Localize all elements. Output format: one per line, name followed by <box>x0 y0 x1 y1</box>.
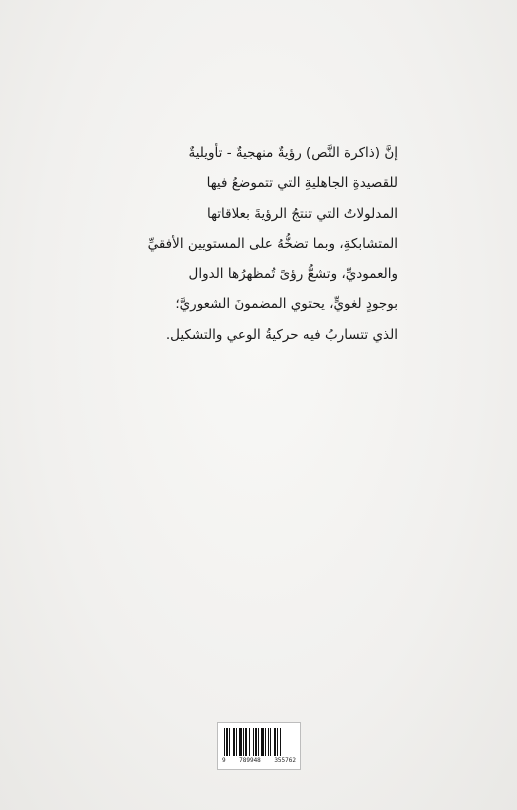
blurb-line: المتشابكةِ، وبما تضخُّهُ على المستويين الأفقيِّ <box>147 235 398 252</box>
isbn-barcode <box>217 722 301 770</box>
blurb-line: والعموديِّ، وتشعُّ رؤىً تُمظهرُها الدوال <box>188 266 398 283</box>
isbn-left-group: 789948 <box>239 757 261 764</box>
blurb-line: المدلولاتُ التي تنتجُ الرؤيةَ بعلاقاتها <box>206 205 398 222</box>
blurb-line: إنَّ (ذاكرة النَّص) رؤيةٌ منهجيةٌ - تأويليةٌ <box>188 145 398 161</box>
back-cover-blurb <box>128 138 398 350</box>
isbn-lead-digit: 9 <box>222 757 226 764</box>
isbn-right-group: 355762 <box>274 757 296 764</box>
barcode-bars <box>224 728 296 756</box>
blurb-line: الذي تتساربُ فيه حركيةُ الوعي والتشكيل. <box>165 326 398 343</box>
isbn-digits <box>218 757 300 764</box>
blurb-line: بوجودٍ لغويٍّ، يحتوي المضمونَ الشعوريَّ؛ <box>175 296 398 313</box>
blurb-line: للقصيدةِ الجاهليةِ التي تتموضعُ فيها <box>206 175 398 192</box>
